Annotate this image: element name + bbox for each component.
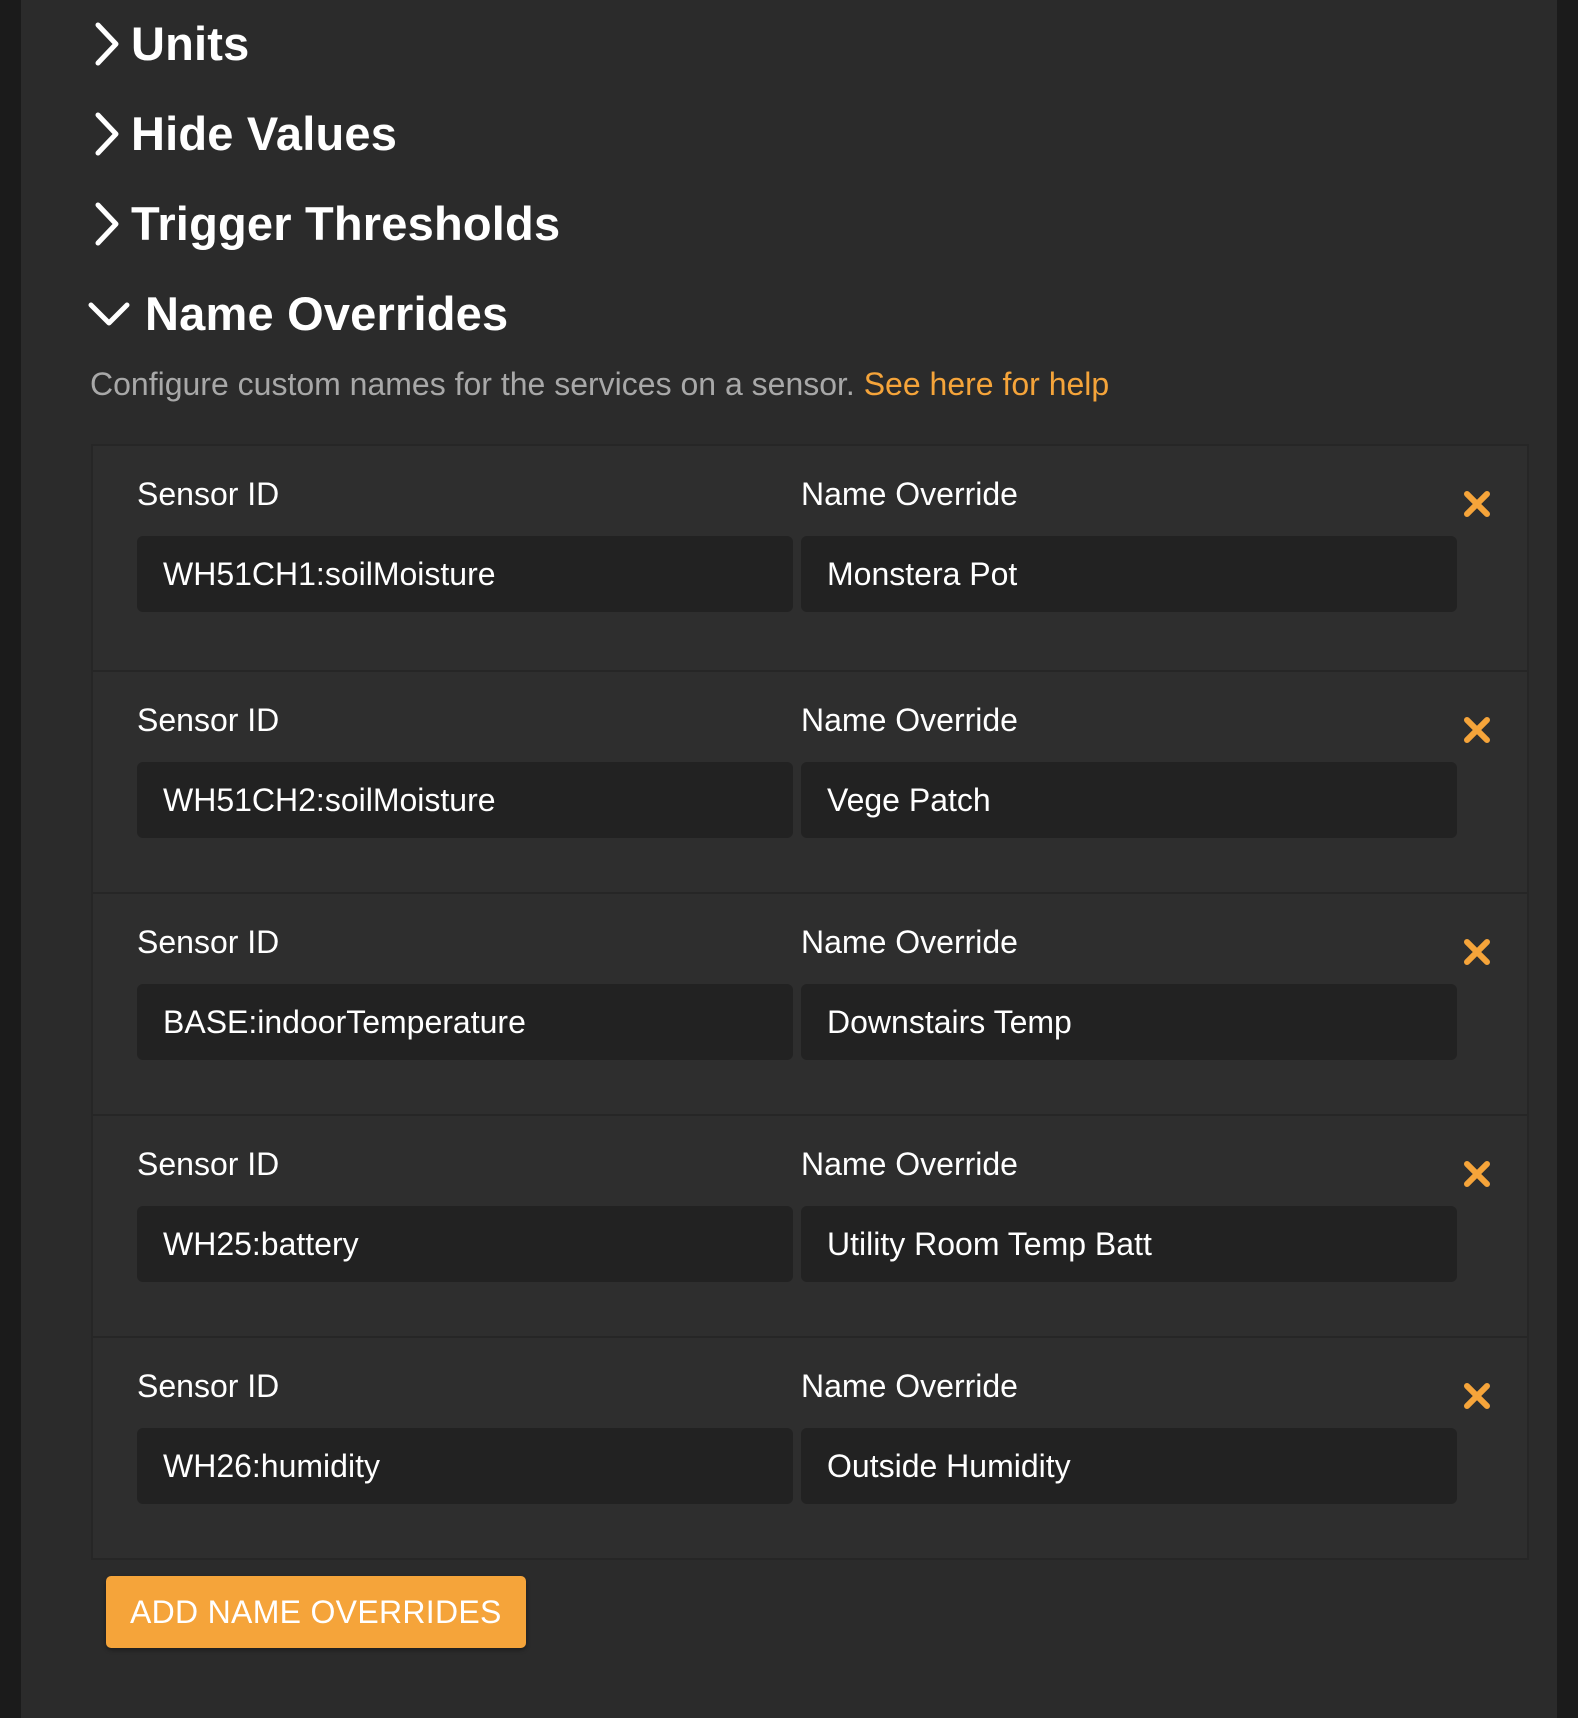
name-override-label: Name Override bbox=[801, 1146, 1018, 1182]
sensor-id-input[interactable] bbox=[137, 536, 793, 612]
remove-row-button[interactable] bbox=[1455, 482, 1499, 526]
chevron-right-icon bbox=[87, 199, 127, 249]
name-overrides-list bbox=[91, 444, 1529, 1560]
settings-panel bbox=[21, 0, 1557, 1718]
override-row bbox=[93, 446, 1527, 670]
section-title-name-overrides: Name Overrides bbox=[145, 287, 509, 340]
name-override-label: Name Override bbox=[801, 1368, 1018, 1404]
sensor-id-label: Sensor ID bbox=[137, 1146, 280, 1182]
name-override-input[interactable] bbox=[801, 984, 1457, 1060]
name-override-input[interactable] bbox=[801, 1206, 1457, 1282]
name-overrides-description bbox=[90, 366, 1109, 403]
help-link[interactable]: See here for help bbox=[863, 366, 1110, 402]
add-name-overrides-button[interactable]: ADD NAME OVERRIDES bbox=[106, 1576, 526, 1648]
sensor-id-input[interactable] bbox=[137, 1428, 793, 1504]
remove-row-button[interactable] bbox=[1455, 1152, 1499, 1196]
close-icon bbox=[1462, 1381, 1492, 1411]
section-title-units: Units bbox=[131, 17, 250, 70]
override-row bbox=[93, 892, 1527, 1114]
sensor-id-input[interactable] bbox=[137, 1206, 793, 1282]
name-override-label: Name Override bbox=[801, 924, 1018, 960]
chevron-down-icon bbox=[87, 289, 131, 339]
close-icon bbox=[1462, 715, 1492, 745]
sensor-id-input[interactable] bbox=[137, 984, 793, 1060]
section-trigger-thresholds[interactable] bbox=[87, 196, 560, 251]
sensor-id-input[interactable] bbox=[137, 762, 793, 838]
close-icon bbox=[1462, 1159, 1492, 1189]
override-row bbox=[93, 1114, 1527, 1336]
chevron-right-icon bbox=[87, 19, 127, 69]
section-units[interactable] bbox=[87, 16, 250, 71]
remove-row-button[interactable] bbox=[1455, 708, 1499, 752]
override-row bbox=[93, 1336, 1527, 1558]
sensor-id-label: Sensor ID bbox=[137, 476, 280, 512]
section-hide-values[interactable] bbox=[87, 106, 397, 161]
name-override-input[interactable] bbox=[801, 536, 1457, 612]
chevron-right-icon bbox=[87, 109, 127, 159]
name-override-label: Name Override bbox=[801, 476, 1018, 512]
section-title-hide-values: Hide Values bbox=[131, 107, 398, 160]
sensor-id-label: Sensor ID bbox=[137, 702, 280, 738]
sensor-id-label: Sensor ID bbox=[137, 924, 280, 960]
section-name-overrides[interactable] bbox=[87, 286, 508, 341]
name-override-input[interactable] bbox=[801, 762, 1457, 838]
remove-row-button[interactable] bbox=[1455, 1374, 1499, 1418]
name-override-label: Name Override bbox=[801, 702, 1018, 738]
remove-row-button[interactable] bbox=[1455, 930, 1499, 974]
section-title-trigger-thresholds: Trigger Thresholds bbox=[131, 197, 561, 250]
close-icon bbox=[1462, 489, 1492, 519]
close-icon bbox=[1462, 937, 1492, 967]
description-text: Configure custom names for the services on a sensor. bbox=[90, 366, 855, 402]
sensor-id-label: Sensor ID bbox=[137, 1368, 280, 1404]
override-row bbox=[93, 670, 1527, 892]
name-override-input[interactable] bbox=[801, 1428, 1457, 1504]
